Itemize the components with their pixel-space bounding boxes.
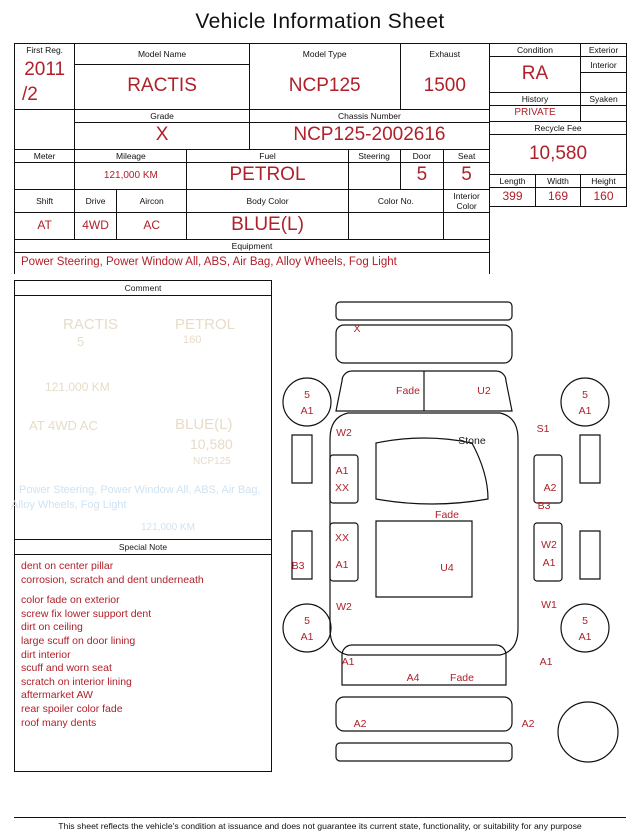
value-chassis-number: NCP125-2002616 bbox=[293, 124, 446, 145]
value-equipment: Power Steering, Power Window All, ABS, Air Bag, Alloy Wheels, Fog Light bbox=[21, 256, 397, 268]
svg-text:W2: W2 bbox=[541, 539, 557, 551]
label-mileage: Mileage bbox=[115, 151, 146, 161]
value-fuel: PETROL bbox=[229, 164, 306, 185]
value-syaken bbox=[581, 112, 626, 116]
label-width: Width bbox=[547, 176, 569, 186]
svg-text:A1: A1 bbox=[300, 405, 314, 417]
value-length: 399 bbox=[502, 189, 523, 203]
label-model-type: Model Type bbox=[302, 49, 347, 60]
label-body-color: Body Color bbox=[246, 196, 289, 206]
watermark-shift: AT 4WD AC bbox=[29, 418, 98, 433]
spacer bbox=[21, 587, 265, 594]
value-condition: RA bbox=[521, 62, 549, 84]
value-drive: 4WD bbox=[82, 218, 109, 232]
special-note-line: color fade on exterior bbox=[21, 594, 120, 607]
vehicle-details-table bbox=[14, 43, 490, 274]
svg-text:B3: B3 bbox=[537, 500, 551, 512]
label-steering: Steering bbox=[358, 151, 390, 161]
label-equipment: Equipment bbox=[231, 241, 273, 251]
svg-text:Stone: Stone bbox=[458, 435, 486, 447]
svg-text:Fade: Fade bbox=[435, 509, 459, 521]
value-meter bbox=[15, 174, 74, 178]
special-note-line: screw fix lower support dent bbox=[21, 607, 152, 620]
value-width: 169 bbox=[547, 189, 569, 203]
svg-text:A4: A4 bbox=[406, 672, 420, 684]
svg-text:U2: U2 bbox=[477, 385, 491, 397]
value-body-color: BLUE(L) bbox=[231, 214, 304, 235]
value-height: 160 bbox=[593, 189, 614, 203]
svg-text:XX: XX bbox=[334, 482, 350, 494]
svg-text:XX: XX bbox=[334, 532, 350, 544]
label-drive: Drive bbox=[85, 196, 106, 206]
label-color-no: Color No. bbox=[377, 196, 414, 206]
svg-text:A2: A2 bbox=[353, 718, 367, 730]
label-grade: Grade bbox=[150, 111, 174, 121]
damage-diagram-panel bbox=[276, 280, 626, 772]
svg-text:5: 5 bbox=[304, 389, 310, 401]
value-recycle-fee: 10,580 bbox=[528, 142, 588, 164]
special-note-line: roof many dents bbox=[21, 716, 97, 729]
value-mileage: 121,000 KM bbox=[103, 169, 158, 181]
label-door: Door bbox=[412, 151, 432, 161]
label-chassis-number: Chassis Number bbox=[338, 111, 401, 121]
special-note-body bbox=[15, 555, 271, 771]
svg-text:5: 5 bbox=[582, 615, 588, 627]
label-interior: Interior bbox=[590, 59, 617, 70]
value-history: PRIVATE bbox=[514, 107, 556, 118]
damage-diagram bbox=[276, 280, 626, 772]
watermark-height: 160 bbox=[183, 334, 202, 346]
watermark-petrol: PETROL bbox=[175, 316, 236, 333]
svg-text:W2: W2 bbox=[336, 601, 352, 613]
svg-text:X: X bbox=[353, 323, 361, 335]
label-meter: Meter bbox=[33, 151, 56, 161]
svg-text:A1: A1 bbox=[335, 465, 349, 477]
page-title: Vehicle Information Sheet bbox=[195, 10, 445, 33]
value-interior bbox=[581, 81, 626, 85]
special-note-line: dirt interior bbox=[21, 648, 71, 661]
svg-text:Fade: Fade bbox=[450, 672, 474, 684]
special-note-line: dirt on ceiling bbox=[21, 621, 83, 634]
label-length: Length bbox=[499, 176, 526, 186]
svg-text:A1: A1 bbox=[300, 631, 314, 643]
svg-text:A1: A1 bbox=[578, 631, 592, 643]
label-first-reg: First Reg. bbox=[26, 45, 64, 55]
label-aircon: Aircon bbox=[139, 196, 164, 206]
label-exterior: Exterior bbox=[588, 45, 619, 55]
label-syaken: Syaken bbox=[589, 94, 618, 104]
svg-text:W2: W2 bbox=[336, 427, 352, 439]
watermark-ractis: RACTIS bbox=[63, 316, 119, 333]
svg-text:W1: W1 bbox=[541, 599, 557, 611]
label-interior-color: Interior Color bbox=[453, 191, 480, 211]
value-door: 5 bbox=[416, 164, 428, 185]
label-history: History bbox=[521, 94, 549, 104]
svg-text:S1: S1 bbox=[536, 423, 550, 435]
svg-text:A1: A1 bbox=[578, 405, 592, 417]
value-first-reg-month: /2 bbox=[22, 84, 38, 105]
value-model-name: RACTIS bbox=[127, 75, 197, 97]
watermark-recycle: 10,580 bbox=[190, 436, 233, 452]
special-note-line: scratch on interior lining bbox=[21, 675, 132, 688]
special-note-line: dent on center pillar bbox=[21, 560, 114, 572]
watermark-equipment-1: Power Steering, Power Window All, ABS, Air Bag, bbox=[19, 484, 261, 496]
special-note-line: aftermarket AW bbox=[21, 689, 93, 702]
watermark-equipment-2: Alloy Wheels, Fog Light bbox=[11, 499, 127, 511]
label-condition: Condition bbox=[517, 45, 553, 55]
special-note-line: scuff and worn seat bbox=[21, 662, 112, 675]
value-shift: AT bbox=[37, 218, 52, 232]
value-first-reg-year: 2011 bbox=[24, 59, 66, 80]
value-grade: X bbox=[155, 124, 169, 145]
svg-text:A1: A1 bbox=[341, 656, 355, 668]
lower-section bbox=[11, 280, 626, 772]
svg-text:5: 5 bbox=[582, 389, 588, 401]
comment-header: Comment bbox=[15, 281, 271, 296]
special-note-header: Special Note bbox=[15, 539, 271, 555]
watermark-ncp125: NCP125 bbox=[193, 456, 231, 467]
watermark-mileage: 121,000 KM bbox=[45, 380, 110, 394]
svg-text:U4: U4 bbox=[440, 562, 454, 574]
watermark-blue: BLUE(L) bbox=[175, 416, 233, 433]
top-section bbox=[14, 43, 626, 274]
label-exhaust: Exhaust bbox=[429, 49, 461, 60]
label-shift: Shift bbox=[36, 196, 54, 206]
watermark-misc: 121,000 KM bbox=[141, 522, 195, 533]
comment-and-notes-panel bbox=[11, 280, 272, 772]
comment-body bbox=[11, 296, 271, 539]
footer-disclaimer: This sheet reflects the vehicle's condition at issuance and does not guarantee its current state, functionality, or suitability for any purpose bbox=[14, 817, 626, 831]
condition-table bbox=[489, 43, 627, 207]
svg-text:A1: A1 bbox=[335, 559, 349, 571]
svg-text:A1: A1 bbox=[542, 557, 556, 569]
value-aircon: AC bbox=[143, 218, 160, 232]
svg-text:5: 5 bbox=[304, 615, 310, 627]
svg-text:A2: A2 bbox=[543, 482, 557, 494]
svg-text:A2: A2 bbox=[521, 718, 535, 730]
value-model-type: NCP125 bbox=[288, 74, 361, 96]
special-note-line: corrosion, scratch and dent underneath bbox=[21, 573, 204, 586]
label-model-name: Model Name bbox=[137, 49, 187, 60]
value-seat: 5 bbox=[461, 164, 472, 185]
label-fuel: Fuel bbox=[259, 151, 276, 161]
svg-text:Fade: Fade bbox=[396, 385, 420, 397]
label-height: Height bbox=[591, 176, 616, 186]
condition-block bbox=[489, 43, 626, 274]
svg-text:A1: A1 bbox=[539, 656, 553, 668]
label-recycle-fee: Recycle Fee bbox=[534, 123, 582, 133]
value-interior-color bbox=[444, 224, 489, 228]
label-seat: Seat bbox=[457, 151, 476, 161]
value-exhaust: 1500 bbox=[423, 74, 466, 96]
special-note-line: large scuff on door lining bbox=[21, 634, 136, 647]
svg-text:B3: B3 bbox=[291, 560, 305, 572]
special-note-line: rear spoiler color fade bbox=[21, 702, 123, 715]
watermark-door: 5 bbox=[77, 334, 85, 349]
value-color-no bbox=[349, 224, 444, 228]
vehicle-details-block bbox=[14, 43, 490, 274]
value-steering bbox=[349, 174, 400, 178]
